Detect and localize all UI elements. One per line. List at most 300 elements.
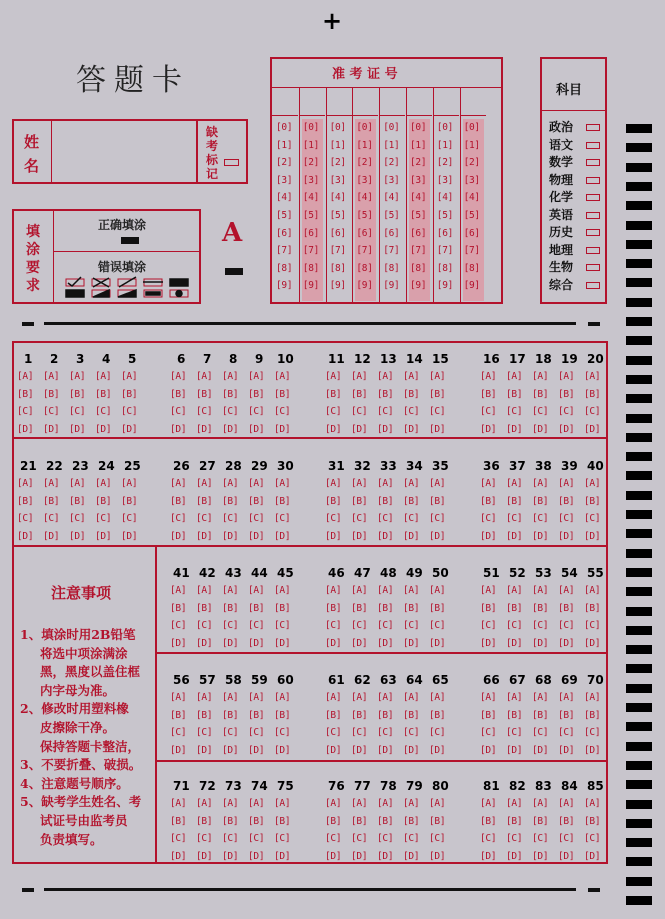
- answer-bubble[interactable]: [C]: [532, 406, 549, 417]
- answer-bubble[interactable]: [C]: [274, 406, 291, 417]
- answer-bubble[interactable]: [C]: [558, 620, 575, 631]
- exam-id-bubble[interactable]: [0]: [276, 122, 293, 133]
- answer-bubble[interactable]: [D]: [429, 423, 446, 435]
- exam-id-bubble[interactable]: [4]: [410, 192, 427, 204]
- answer-bubble[interactable]: [B]: [196, 709, 213, 721]
- answer-bubble[interactable]: [D]: [403, 744, 420, 756]
- answer-bubble[interactable]: [C]: [480, 727, 497, 738]
- answer-bubble[interactable]: [C]: [170, 406, 187, 417]
- exam-id-bubble[interactable]: [1]: [463, 139, 480, 151]
- answer-bubble[interactable]: [C]: [532, 727, 549, 738]
- exam-id-bubble[interactable]: [2]: [356, 157, 373, 169]
- answer-bubble[interactable]: [C]: [196, 727, 213, 738]
- exam-id-bubble[interactable]: [6]: [356, 227, 373, 239]
- answer-bubble[interactable]: [A]: [170, 692, 187, 703]
- answer-bubble[interactable]: [B]: [403, 602, 420, 614]
- answer-bubble[interactable]: [A]: [532, 371, 549, 382]
- answer-bubble[interactable]: [C]: [325, 406, 342, 417]
- answer-bubble[interactable]: [D]: [584, 530, 601, 542]
- exam-id-bubble[interactable]: [7]: [302, 245, 320, 257]
- answer-bubble[interactable]: [D]: [429, 530, 446, 542]
- answer-bubble[interactable]: [D]: [403, 530, 420, 542]
- exam-id-bubble[interactable]: [9]: [356, 280, 373, 292]
- answer-bubble[interactable]: [A]: [480, 478, 497, 489]
- answer-bubble[interactable]: [A]: [121, 371, 138, 382]
- answer-bubble[interactable]: [A]: [170, 585, 187, 596]
- answer-bubble[interactable]: [D]: [170, 423, 187, 435]
- name-field[interactable]: [52, 121, 198, 182]
- answer-bubble[interactable]: [A]: [325, 478, 342, 489]
- exam-id-bubble[interactable]: [4]: [436, 192, 454, 204]
- subject-bubble[interactable]: [586, 229, 600, 236]
- answer-bubble[interactable]: [D]: [170, 850, 187, 862]
- answer-bubble[interactable]: [B]: [274, 709, 291, 721]
- answer-bubble[interactable]: [C]: [558, 727, 575, 738]
- answer-bubble[interactable]: [C]: [403, 727, 420, 738]
- answer-bubble[interactable]: [A]: [377, 371, 394, 382]
- exam-id-bubble[interactable]: [4]: [463, 192, 480, 204]
- answer-bubble[interactable]: [D]: [248, 850, 265, 862]
- answer-bubble[interactable]: [A]: [274, 692, 291, 703]
- answer-bubble[interactable]: [A]: [377, 692, 394, 703]
- answer-bubble[interactable]: [C]: [351, 833, 368, 844]
- exam-id-bubble[interactable]: [6]: [383, 227, 400, 239]
- answer-bubble[interactable]: [B]: [351, 815, 368, 827]
- exam-id-bubble[interactable]: [1]: [410, 139, 427, 151]
- answer-bubble[interactable]: [B]: [325, 815, 342, 827]
- answer-bubble[interactable]: [A]: [43, 478, 60, 489]
- subject-bubble[interactable]: [586, 159, 600, 166]
- exam-id-bubble[interactable]: [1]: [356, 139, 373, 151]
- answer-bubble[interactable]: [A]: [351, 478, 368, 489]
- answer-bubble[interactable]: [A]: [121, 478, 138, 489]
- answer-bubble[interactable]: [C]: [429, 727, 446, 738]
- answer-bubble[interactable]: [D]: [377, 637, 394, 649]
- answer-bubble[interactable]: [B]: [274, 495, 291, 507]
- answer-bubble[interactable]: [D]: [480, 637, 497, 649]
- answer-bubble[interactable]: [D]: [351, 850, 368, 862]
- answer-bubble[interactable]: [B]: [377, 495, 394, 507]
- answer-bubble[interactable]: [D]: [377, 530, 394, 542]
- answer-bubble[interactable]: [A]: [403, 798, 420, 809]
- answer-bubble[interactable]: [A]: [274, 585, 291, 596]
- exam-id-bubble[interactable]: [0]: [356, 122, 373, 133]
- exam-id-bubble[interactable]: [2]: [436, 157, 454, 169]
- answer-bubble[interactable]: [B]: [222, 815, 239, 827]
- exam-id-bubble[interactable]: [7]: [356, 245, 373, 257]
- answer-bubble[interactable]: [C]: [558, 833, 575, 844]
- answer-bubble[interactable]: [D]: [222, 637, 239, 649]
- exam-id-bubble[interactable]: [8]: [463, 262, 480, 274]
- exam-id-bubble[interactable]: [0]: [383, 122, 400, 133]
- answer-bubble[interactable]: [B]: [325, 495, 342, 507]
- answer-bubble[interactable]: [B]: [248, 602, 265, 614]
- answer-bubble[interactable]: [C]: [480, 406, 497, 417]
- answer-bubble[interactable]: [C]: [196, 620, 213, 631]
- exam-id-bubble[interactable]: [8]: [302, 262, 320, 274]
- answer-bubble[interactable]: [C]: [558, 406, 575, 417]
- answer-bubble[interactable]: [B]: [532, 388, 549, 400]
- answer-bubble[interactable]: [B]: [403, 709, 420, 721]
- answer-bubble[interactable]: [B]: [196, 495, 213, 507]
- answer-bubble[interactable]: [B]: [325, 709, 342, 721]
- answer-bubble[interactable]: [A]: [222, 585, 239, 596]
- answer-bubble[interactable]: [C]: [429, 406, 446, 417]
- answer-bubble[interactable]: [D]: [532, 637, 549, 649]
- answer-bubble[interactable]: [D]: [325, 530, 342, 542]
- answer-bubble[interactable]: [A]: [377, 798, 394, 809]
- answer-bubble[interactable]: [D]: [325, 637, 342, 649]
- answer-bubble[interactable]: [B]: [532, 709, 549, 721]
- answer-bubble[interactable]: [C]: [558, 513, 575, 524]
- subject-bubble[interactable]: [586, 124, 600, 131]
- answer-bubble[interactable]: [D]: [274, 744, 291, 756]
- answer-bubble[interactable]: [A]: [248, 692, 265, 703]
- answer-bubble[interactable]: [C]: [248, 727, 265, 738]
- answer-bubble[interactable]: [A]: [480, 585, 497, 596]
- answer-bubble[interactable]: [B]: [95, 388, 112, 400]
- answer-bubble[interactable]: [B]: [532, 602, 549, 614]
- answer-bubble[interactable]: [D]: [95, 530, 112, 542]
- answer-bubble[interactable]: [A]: [480, 692, 497, 703]
- answer-bubble[interactable]: [B]: [480, 495, 497, 507]
- answer-bubble[interactable]: [A]: [274, 478, 291, 489]
- exam-id-bubble[interactable]: [4]: [302, 192, 320, 204]
- exam-id-write-cell[interactable]: [379, 88, 405, 116]
- exam-id-bubble[interactable]: [9]: [329, 280, 346, 292]
- answer-bubble[interactable]: [A]: [558, 478, 575, 489]
- exam-id-bubble[interactable]: [4]: [383, 192, 400, 204]
- answer-bubble[interactable]: [D]: [69, 530, 86, 542]
- answer-bubble[interactable]: [D]: [532, 530, 549, 542]
- answer-bubble[interactable]: [A]: [248, 371, 265, 382]
- answer-bubble[interactable]: [B]: [17, 388, 34, 400]
- answer-bubble[interactable]: [D]: [248, 423, 265, 435]
- answer-bubble[interactable]: [A]: [325, 798, 342, 809]
- answer-bubble[interactable]: [B]: [558, 495, 575, 507]
- exam-id-write-cell[interactable]: [326, 88, 352, 116]
- answer-bubble[interactable]: [D]: [274, 850, 291, 862]
- answer-bubble[interactable]: [C]: [121, 406, 138, 417]
- answer-bubble[interactable]: [B]: [506, 815, 523, 827]
- exam-id-bubble[interactable]: [8]: [329, 262, 346, 274]
- exam-id-bubble[interactable]: [9]: [410, 280, 427, 292]
- answer-bubble[interactable]: [C]: [584, 406, 601, 417]
- exam-id-bubble[interactable]: [6]: [302, 227, 320, 239]
- answer-bubble[interactable]: [D]: [403, 637, 420, 649]
- exam-id-bubble[interactable]: [1]: [302, 139, 320, 151]
- answer-bubble[interactable]: [A]: [325, 371, 342, 382]
- answer-bubble[interactable]: [B]: [403, 495, 420, 507]
- answer-bubble[interactable]: [A]: [429, 585, 446, 596]
- answer-bubble[interactable]: [A]: [351, 798, 368, 809]
- answer-bubble[interactable]: [B]: [403, 388, 420, 400]
- answer-bubble[interactable]: [B]: [506, 388, 523, 400]
- answer-bubble[interactable]: [C]: [121, 513, 138, 524]
- answer-bubble[interactable]: [B]: [506, 495, 523, 507]
- answer-bubble[interactable]: [A]: [222, 478, 239, 489]
- answer-bubble[interactable]: [A]: [377, 585, 394, 596]
- answer-bubble[interactable]: [A]: [95, 371, 112, 382]
- exam-id-bubble[interactable]: [6]: [436, 227, 454, 239]
- answer-bubble[interactable]: [C]: [17, 406, 34, 417]
- answer-bubble[interactable]: [D]: [558, 637, 575, 649]
- answer-bubble[interactable]: [B]: [351, 602, 368, 614]
- answer-bubble[interactable]: [C]: [325, 727, 342, 738]
- answer-bubble[interactable]: [C]: [584, 620, 601, 631]
- answer-bubble[interactable]: [B]: [429, 388, 446, 400]
- answer-bubble[interactable]: [A]: [248, 478, 265, 489]
- answer-bubble[interactable]: [D]: [222, 423, 239, 435]
- answer-bubble[interactable]: [D]: [95, 423, 112, 435]
- answer-bubble[interactable]: [B]: [429, 495, 446, 507]
- answer-bubble[interactable]: [C]: [403, 833, 420, 844]
- answer-bubble[interactable]: [A]: [429, 798, 446, 809]
- answer-bubble[interactable]: [A]: [222, 371, 239, 382]
- answer-bubble[interactable]: [D]: [69, 423, 86, 435]
- exam-id-bubble[interactable]: [9]: [302, 280, 320, 292]
- exam-id-bubble[interactable]: [8]: [410, 262, 427, 274]
- answer-bubble[interactable]: [D]: [325, 423, 342, 435]
- subject-bubble[interactable]: [586, 194, 600, 201]
- answer-bubble[interactable]: [C]: [403, 513, 420, 524]
- answer-bubble[interactable]: [C]: [480, 833, 497, 844]
- answer-bubble[interactable]: [D]: [274, 423, 291, 435]
- answer-bubble[interactable]: [C]: [69, 513, 86, 524]
- answer-bubble[interactable]: [C]: [351, 727, 368, 738]
- answer-bubble[interactable]: [C]: [377, 727, 394, 738]
- answer-bubble[interactable]: [B]: [170, 388, 187, 400]
- answer-bubble[interactable]: [D]: [506, 530, 523, 542]
- answer-bubble[interactable]: [A]: [403, 692, 420, 703]
- exam-id-bubble[interactable]: [5]: [356, 210, 373, 221]
- exam-id-bubble[interactable]: [5]: [329, 210, 346, 221]
- answer-bubble[interactable]: [C]: [248, 833, 265, 844]
- answer-bubble[interactable]: [D]: [325, 850, 342, 862]
- answer-bubble[interactable]: [B]: [222, 602, 239, 614]
- exam-id-bubble[interactable]: [3]: [356, 174, 373, 186]
- answer-bubble[interactable]: [A]: [429, 371, 446, 382]
- answer-bubble[interactable]: [A]: [248, 585, 265, 596]
- answer-bubble[interactable]: [A]: [196, 692, 213, 703]
- answer-bubble[interactable]: [A]: [532, 585, 549, 596]
- answer-bubble[interactable]: [A]: [325, 585, 342, 596]
- answer-bubble[interactable]: [A]: [506, 585, 523, 596]
- answer-bubble[interactable]: [C]: [170, 513, 187, 524]
- answer-bubble[interactable]: [B]: [584, 815, 601, 827]
- answer-bubble[interactable]: [B]: [558, 815, 575, 827]
- answer-bubble[interactable]: [B]: [325, 602, 342, 614]
- answer-bubble[interactable]: [C]: [403, 620, 420, 631]
- answer-bubble[interactable]: [C]: [429, 620, 446, 631]
- answer-bubble[interactable]: [C]: [222, 620, 239, 631]
- exam-id-write-cell[interactable]: [406, 88, 432, 116]
- answer-bubble[interactable]: [D]: [248, 744, 265, 756]
- answer-bubble[interactable]: [C]: [170, 620, 187, 631]
- exam-id-bubble[interactable]: [4]: [356, 192, 373, 204]
- answer-bubble[interactable]: [D]: [558, 423, 575, 435]
- answer-bubble[interactable]: [D]: [196, 744, 213, 756]
- exam-id-bubble[interactable]: [5]: [276, 210, 293, 221]
- answer-bubble[interactable]: [A]: [429, 692, 446, 703]
- answer-bubble[interactable]: [B]: [274, 602, 291, 614]
- answer-bubble[interactable]: [B]: [196, 602, 213, 614]
- answer-bubble[interactable]: [D]: [170, 744, 187, 756]
- answer-bubble[interactable]: [C]: [170, 727, 187, 738]
- answer-bubble[interactable]: [C]: [506, 406, 523, 417]
- answer-bubble[interactable]: [B]: [351, 388, 368, 400]
- answer-bubble[interactable]: [B]: [248, 709, 265, 721]
- answer-bubble[interactable]: [A]: [170, 371, 187, 382]
- exam-id-bubble[interactable]: [0]: [302, 122, 320, 133]
- subject-bubble[interactable]: [586, 212, 600, 219]
- answer-bubble[interactable]: [C]: [95, 406, 112, 417]
- answer-bubble[interactable]: [B]: [69, 388, 86, 400]
- answer-bubble[interactable]: [C]: [222, 833, 239, 844]
- exam-id-bubble[interactable]: [3]: [302, 174, 320, 186]
- answer-bubble[interactable]: [D]: [377, 744, 394, 756]
- exam-id-bubble[interactable]: [2]: [383, 157, 400, 169]
- answer-bubble[interactable]: [A]: [558, 371, 575, 382]
- answer-bubble[interactable]: [A]: [506, 371, 523, 382]
- answer-bubble[interactable]: [B]: [222, 709, 239, 721]
- subject-bubble[interactable]: [586, 177, 600, 184]
- answer-bubble[interactable]: [B]: [248, 495, 265, 507]
- answer-bubble[interactable]: [A]: [196, 371, 213, 382]
- answer-bubble[interactable]: [C]: [248, 513, 265, 524]
- exam-id-write-cell[interactable]: [433, 88, 459, 116]
- exam-id-bubble[interactable]: [1]: [383, 139, 400, 151]
- answer-bubble[interactable]: [D]: [17, 423, 34, 435]
- exam-id-bubble[interactable]: [8]: [383, 262, 400, 274]
- answer-bubble[interactable]: [C]: [274, 513, 291, 524]
- answer-bubble[interactable]: [A]: [222, 692, 239, 703]
- exam-id-bubble[interactable]: [9]: [436, 280, 454, 292]
- exam-id-bubble[interactable]: [2]: [302, 157, 320, 169]
- answer-bubble[interactable]: [C]: [222, 513, 239, 524]
- answer-bubble[interactable]: [D]: [325, 744, 342, 756]
- answer-bubble[interactable]: [C]: [506, 727, 523, 738]
- answer-bubble[interactable]: [A]: [532, 478, 549, 489]
- answer-bubble[interactable]: [D]: [248, 530, 265, 542]
- answer-bubble[interactable]: [D]: [377, 850, 394, 862]
- answer-bubble[interactable]: [A]: [403, 371, 420, 382]
- answer-bubble[interactable]: [D]: [506, 423, 523, 435]
- answer-bubble[interactable]: [D]: [17, 530, 34, 542]
- answer-bubble[interactable]: [D]: [351, 423, 368, 435]
- answer-bubble[interactable]: [B]: [480, 602, 497, 614]
- answer-bubble[interactable]: [D]: [532, 423, 549, 435]
- answer-bubble[interactable]: [A]: [43, 371, 60, 382]
- answer-bubble[interactable]: [B]: [222, 495, 239, 507]
- answer-bubble[interactable]: [C]: [274, 833, 291, 844]
- answer-bubble[interactable]: [A]: [584, 585, 601, 596]
- answer-bubble[interactable]: [C]: [274, 620, 291, 631]
- exam-id-write-cell[interactable]: [352, 88, 378, 116]
- answer-bubble[interactable]: [B]: [532, 495, 549, 507]
- answer-bubble[interactable]: [D]: [248, 637, 265, 649]
- exam-id-bubble[interactable]: [1]: [276, 139, 293, 151]
- exam-id-bubble[interactable]: [6]: [276, 227, 293, 239]
- answer-bubble[interactable]: [D]: [584, 423, 601, 435]
- exam-id-bubble[interactable]: [4]: [329, 192, 346, 204]
- answer-bubble[interactable]: [D]: [351, 744, 368, 756]
- answer-bubble[interactable]: [A]: [274, 371, 291, 382]
- exam-id-bubble[interactable]: [3]: [383, 174, 400, 186]
- exam-id-bubble[interactable]: [8]: [276, 262, 293, 274]
- answer-bubble[interactable]: [C]: [377, 833, 394, 844]
- exam-id-bubble[interactable]: [7]: [463, 245, 480, 257]
- answer-bubble[interactable]: [A]: [196, 478, 213, 489]
- answer-bubble[interactable]: [C]: [274, 727, 291, 738]
- answer-bubble[interactable]: [B]: [351, 709, 368, 721]
- answer-bubble[interactable]: [C]: [377, 620, 394, 631]
- exam-id-bubble[interactable]: [6]: [329, 227, 346, 239]
- answer-bubble[interactable]: [C]: [532, 620, 549, 631]
- answer-bubble[interactable]: [D]: [121, 423, 138, 435]
- exam-id-bubble[interactable]: [9]: [276, 280, 293, 292]
- answer-bubble[interactable]: [A]: [196, 585, 213, 596]
- exam-id-bubble[interactable]: [5]: [302, 210, 320, 221]
- answer-bubble[interactable]: [D]: [170, 530, 187, 542]
- answer-bubble[interactable]: [C]: [222, 406, 239, 417]
- answer-bubble[interactable]: [D]: [480, 850, 497, 862]
- answer-bubble[interactable]: [B]: [170, 495, 187, 507]
- answer-bubble[interactable]: [C]: [532, 833, 549, 844]
- answer-bubble[interactable]: [C]: [325, 833, 342, 844]
- answer-bubble[interactable]: [D]: [506, 637, 523, 649]
- answer-bubble[interactable]: [C]: [43, 406, 60, 417]
- answer-bubble[interactable]: [C]: [95, 513, 112, 524]
- exam-id-bubble[interactable]: [2]: [276, 157, 293, 169]
- answer-bubble[interactable]: [C]: [584, 833, 601, 844]
- answer-bubble[interactable]: [A]: [222, 798, 239, 809]
- answer-bubble[interactable]: [B]: [121, 388, 138, 400]
- answer-bubble[interactable]: [C]: [403, 406, 420, 417]
- exam-id-bubble[interactable]: [3]: [410, 174, 427, 186]
- answer-bubble[interactable]: [C]: [506, 833, 523, 844]
- answer-bubble[interactable]: [C]: [377, 513, 394, 524]
- answer-bubble[interactable]: [C]: [222, 727, 239, 738]
- answer-bubble[interactable]: [B]: [584, 602, 601, 614]
- exam-id-bubble[interactable]: [5]: [436, 210, 454, 221]
- answer-bubble[interactable]: [D]: [506, 850, 523, 862]
- answer-bubble[interactable]: [B]: [95, 495, 112, 507]
- exam-id-bubble[interactable]: [0]: [329, 122, 346, 133]
- subject-bubble[interactable]: [586, 264, 600, 271]
- absent-mark-box[interactable]: [224, 159, 239, 166]
- answer-bubble[interactable]: [B]: [403, 815, 420, 827]
- answer-bubble[interactable]: [A]: [558, 798, 575, 809]
- answer-bubble[interactable]: [A]: [480, 798, 497, 809]
- answer-bubble[interactable]: [A]: [196, 798, 213, 809]
- exam-id-bubble[interactable]: [5]: [463, 210, 480, 221]
- answer-bubble[interactable]: [C]: [248, 406, 265, 417]
- answer-bubble[interactable]: [D]: [196, 850, 213, 862]
- exam-id-bubble[interactable]: [5]: [383, 210, 400, 221]
- answer-bubble[interactable]: [B]: [69, 495, 86, 507]
- exam-id-bubble[interactable]: [3]: [329, 174, 346, 186]
- answer-bubble[interactable]: [D]: [584, 744, 601, 756]
- answer-bubble[interactable]: [D]: [274, 637, 291, 649]
- exam-id-bubble[interactable]: [1]: [329, 139, 346, 151]
- subject-bubble[interactable]: [586, 247, 600, 254]
- exam-id-bubble[interactable]: [7]: [410, 245, 427, 257]
- answer-bubble[interactable]: [A]: [558, 585, 575, 596]
- exam-id-bubble[interactable]: [2]: [329, 157, 346, 169]
- answer-bubble[interactable]: [B]: [480, 388, 497, 400]
- exam-id-bubble[interactable]: [7]: [383, 245, 400, 257]
